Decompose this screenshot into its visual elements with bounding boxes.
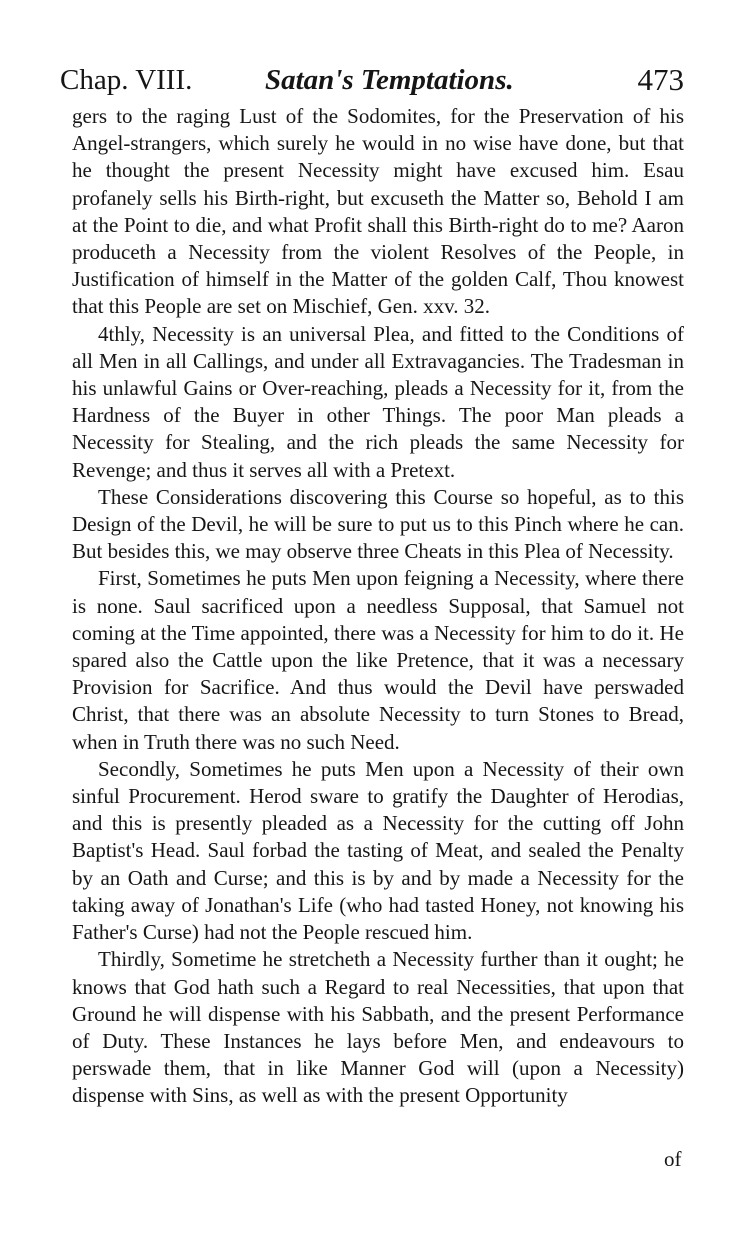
paragraph-continued: gers to the raging Lust of the Sodomites, for the Preservation of his Angel-strangers, which surely he would in no wise have done, but that he thought the present Necessity might have excused him. Esau profanely sells his Birth-right, but excuseth the Matter so, Behold I am at the Point to die, and what Profit shall this Birth-right do to me? Aaron produceth a Necessity from the violent Resolves of the People, in Justification of himself in the Matter of the golden Calf, Thou knowest that this People are set on Mischief, Gen. xxv. 32. bbox=[72, 104, 684, 319]
running-header bbox=[60, 60, 684, 100]
paragraph-fourthly: 4thly, Necessity is an universal Plea, and fitted to the Conditions of all Men in all Callings, and under all Extravagancies. The Tradesman in his unlawful Gains or Over-reaching, pleads a Necessity for it, from the Hardness of the Buyer in other Things. The poor Man pleads a Necessity for Stealing, and the rich pleads the same Necessity for Revenge; and thus it serves all with a Pretext. bbox=[72, 321, 684, 482]
chapter-heading: Chap. VIII. bbox=[60, 64, 193, 96]
paragraph-thirdly: Thirdly, Sometime he stretcheth a Necessity further than it ought; he knows that God hath such a Regard to real Necessities, that upon that Ground he will dispense with his Sabbath, and the present Performance of Duty. These Instances he lays before Men, and endeavours to perswade them, that in like Manner God will (upon a Necessity) dispense with Sins, as well as with the present Opportunity bbox=[72, 947, 684, 1108]
paragraph-first: First, Sometimes he puts Men upon feigning a Necessity, where there is none. Saul sacrificed upon a needless Supposal, that Samuel not coming at the Time appointed, there was a Necessity for him to do it. He spared also the Cattle upon the like Pretence, that it was a necessary Provision for Sacrifice. And thus would the Devil have perswaded Christ, that there was an absolute Necessity to turn Stones to Bread, when in Truth there was no such Need. bbox=[72, 566, 684, 754]
catchword: of bbox=[664, 1147, 682, 1171]
paragraph-secondly: Secondly, Sometimes he puts Men upon a Necessity of their own sinful Procurement. Herod sware to gratify the Daughter of Herodias, and this is presently pleaded as a Necessity for the cutting off John Baptist's Head. Saul forbad the tasting of Meat, and sealed the Penalty by an Oath and Curse; and this is by and by made a Necessity for the taking away of Jonathan's Life (who had tasted Honey, not knowing his Father's Curse) had not the People rescued him. bbox=[72, 756, 684, 945]
running-title: Satan's Temptations. bbox=[265, 64, 514, 96]
body-text bbox=[72, 103, 684, 1110]
paragraph-considerations: These Considerations discovering this Course so hopeful, as to this Design of the Devil, he will be sure to put us to this Pinch where he can. But besides this, we may observe three Cheats in this Plea of Necessity. bbox=[72, 484, 684, 564]
page-number: 473 bbox=[637, 62, 684, 97]
